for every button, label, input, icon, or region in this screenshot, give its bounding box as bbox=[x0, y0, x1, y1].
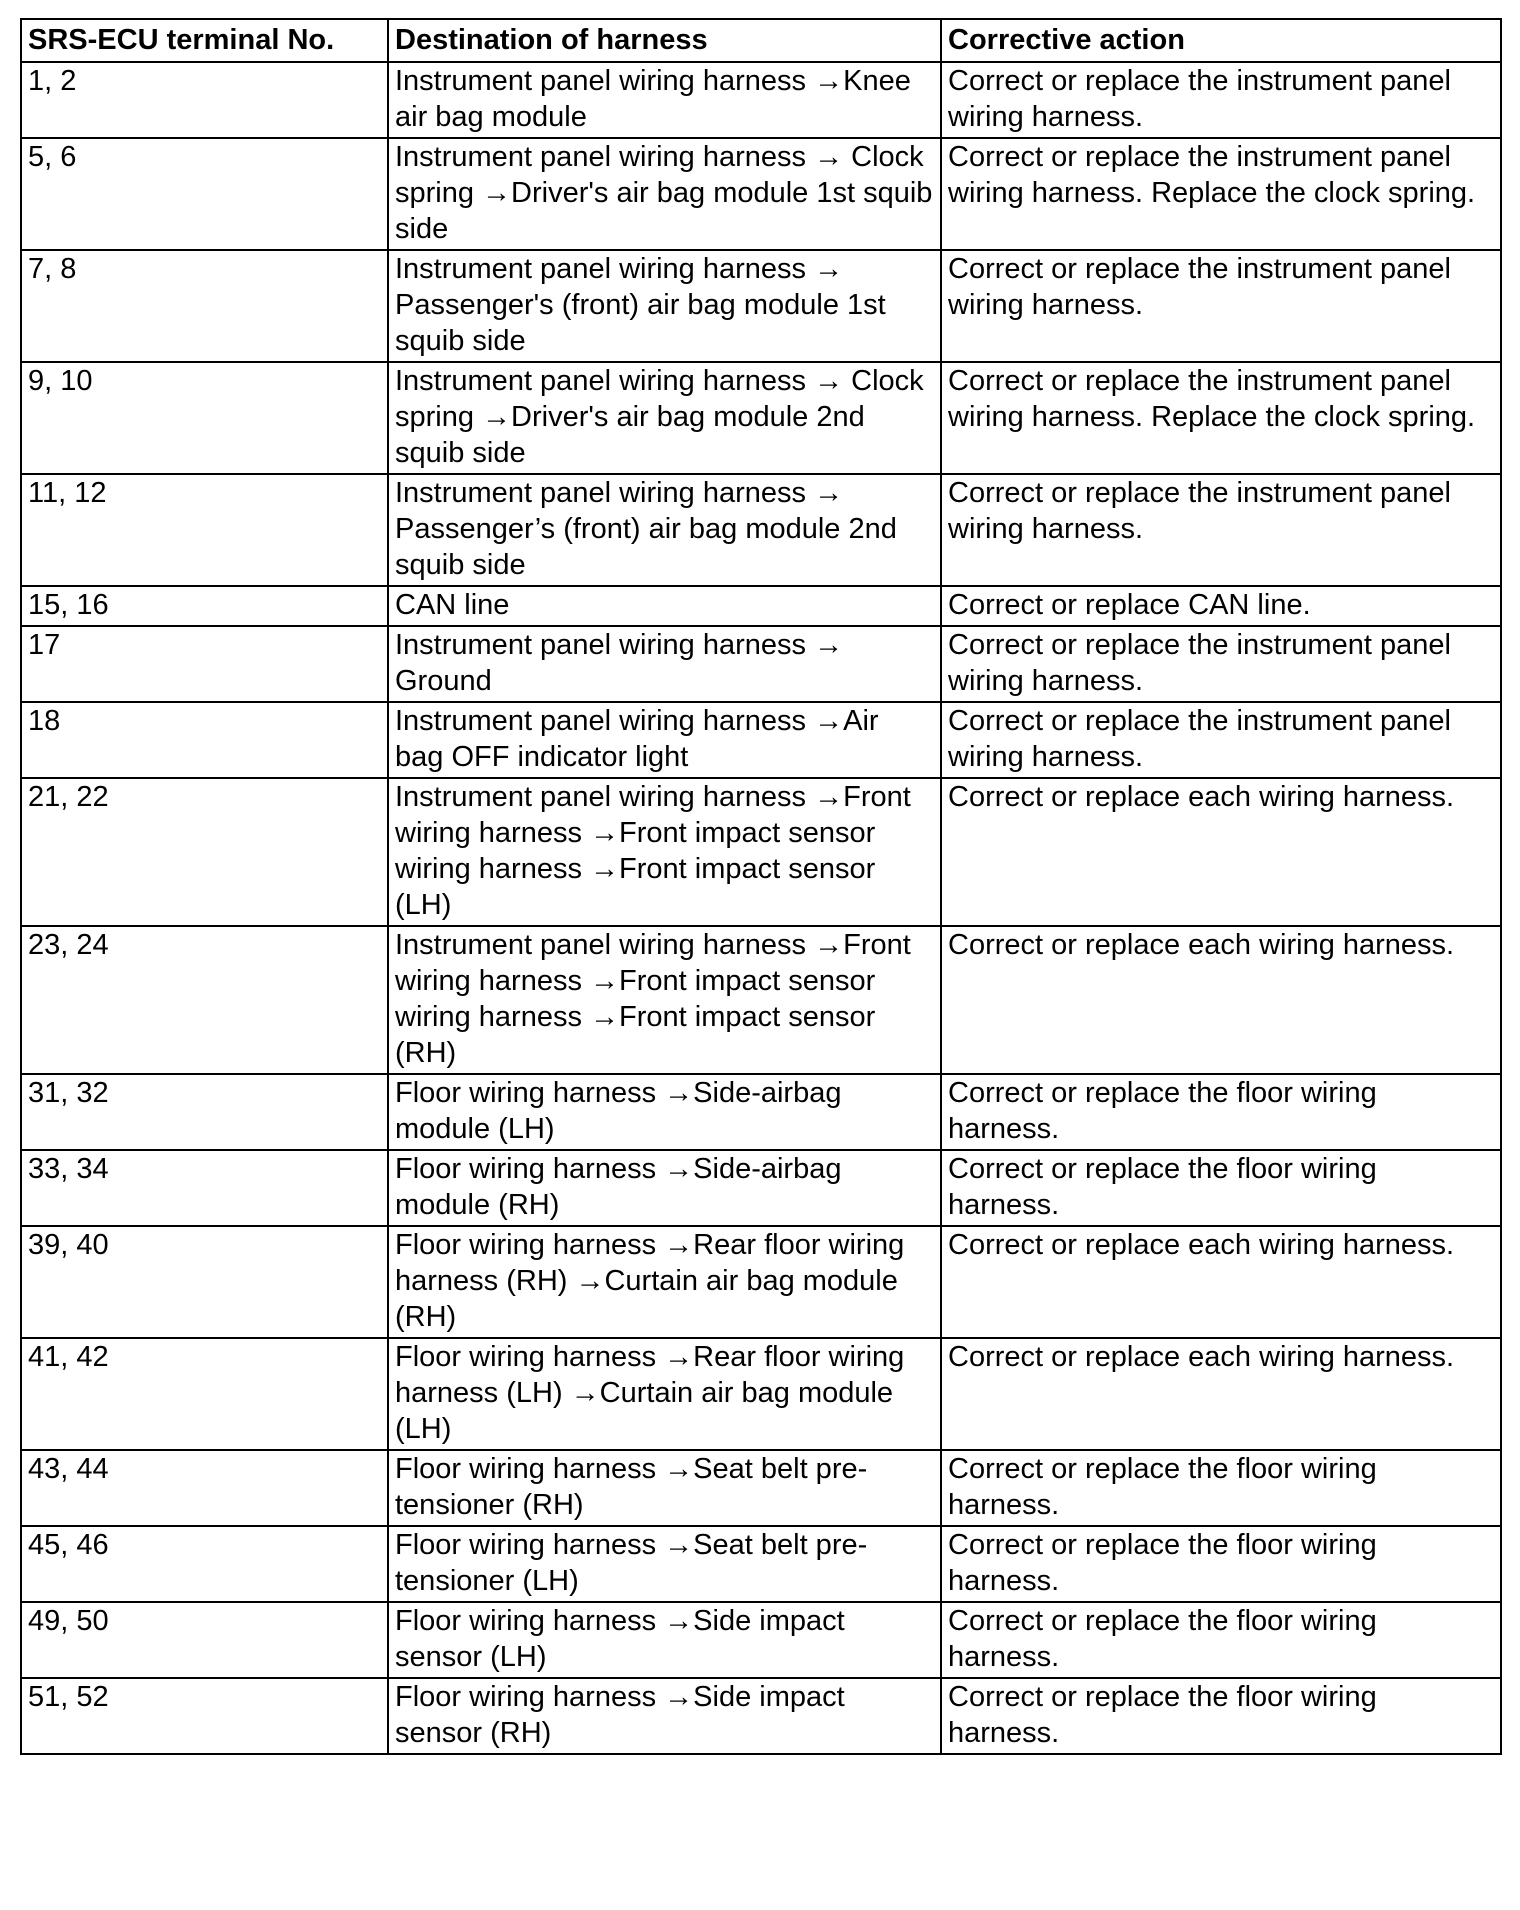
corrective-action-cell: Correct or replace the floor wiring harness. bbox=[941, 1678, 1501, 1754]
corrective-action-cell: Correct or replace the instrument panel wiring harness. bbox=[941, 62, 1501, 138]
table-row bbox=[21, 1074, 1501, 1150]
corrective-action-cell: Correct or replace the instrument panel wiring harness. bbox=[941, 626, 1501, 702]
destination-cell: Floor wiring harness →Seat belt pre-tensioner (RH) bbox=[388, 1450, 941, 1526]
destination-cell: Instrument panel wiring harness →Front wiring harness →Front impact sensor wiring harness →Front impact sensor (LH) bbox=[388, 778, 941, 926]
table-row bbox=[21, 778, 1501, 926]
destination-cell: Floor wiring harness →Rear floor wiring harness (RH) →Curtain air bag module (RH) bbox=[388, 1226, 941, 1338]
destination-cell: Floor wiring harness →Side impact sensor (RH) bbox=[388, 1678, 941, 1754]
terminal-cell: 23, 24 bbox=[21, 926, 388, 1074]
corrective-action-cell: Correct or replace the instrument panel wiring harness. bbox=[941, 474, 1501, 586]
table-row bbox=[21, 926, 1501, 1074]
corrective-action-cell: Correct or replace each wiring harness. bbox=[941, 778, 1501, 926]
table-header bbox=[21, 19, 1501, 62]
table-row bbox=[21, 1226, 1501, 1338]
destination-cell: Floor wiring harness →Rear floor wiring harness (LH) →Curtain air bag module (LH) bbox=[388, 1338, 941, 1450]
table-row bbox=[21, 702, 1501, 778]
corrective-action-cell: Correct or replace the floor wiring harness. bbox=[941, 1074, 1501, 1150]
corrective-action-cell: Correct or replace the instrument panel wiring harness. Replace the clock spring. bbox=[941, 362, 1501, 474]
terminal-cell: 9, 10 bbox=[21, 362, 388, 474]
terminal-cell: 51, 52 bbox=[21, 1678, 388, 1754]
table-row bbox=[21, 62, 1501, 138]
destination-cell: Instrument panel wiring harness → Passenger's (front) air bag module 1st squib side bbox=[388, 250, 941, 362]
table-row bbox=[21, 362, 1501, 474]
destination-cell: Instrument panel wiring harness →Air bag OFF indicator light bbox=[388, 702, 941, 778]
header-corrective-action: Corrective action bbox=[941, 19, 1501, 62]
corrective-action-cell: Correct or replace the instrument panel wiring harness. bbox=[941, 250, 1501, 362]
terminal-cell: 11, 12 bbox=[21, 474, 388, 586]
corrective-action-cell: Correct or replace the floor wiring harness. bbox=[941, 1150, 1501, 1226]
destination-cell: Floor wiring harness →Side-airbag module (LH) bbox=[388, 1074, 941, 1150]
terminal-cell: 33, 34 bbox=[21, 1150, 388, 1226]
corrective-action-cell: Correct or replace the instrument panel wiring harness. bbox=[941, 702, 1501, 778]
destination-cell: Instrument panel wiring harness →Knee air bag module bbox=[388, 62, 941, 138]
corrective-action-cell: Correct or replace the instrument panel wiring harness. Replace the clock spring. bbox=[941, 138, 1501, 250]
destination-cell: Floor wiring harness →Side-airbag module (RH) bbox=[388, 1150, 941, 1226]
table-row bbox=[21, 250, 1501, 362]
terminal-cell: 17 bbox=[21, 626, 388, 702]
table-row bbox=[21, 626, 1501, 702]
terminal-cell: 18 bbox=[21, 702, 388, 778]
table-row bbox=[21, 1450, 1501, 1526]
terminal-cell: 45, 46 bbox=[21, 1526, 388, 1602]
table-row bbox=[21, 1338, 1501, 1450]
table-row bbox=[21, 586, 1501, 626]
destination-cell: Floor wiring harness →Seat belt pre-tensioner (LH) bbox=[388, 1526, 941, 1602]
terminal-cell: 41, 42 bbox=[21, 1338, 388, 1450]
header-row bbox=[21, 19, 1501, 62]
corrective-action-cell: Correct or replace the floor wiring harness. bbox=[941, 1526, 1501, 1602]
header-destination: Destination of harness bbox=[388, 19, 941, 62]
corrective-action-cell: Correct or replace CAN line. bbox=[941, 586, 1501, 626]
destination-cell: Instrument panel wiring harness → Clock spring →Driver's air bag module 2nd squib side bbox=[388, 362, 941, 474]
table-row bbox=[21, 1602, 1501, 1678]
destination-cell: Instrument panel wiring harness → Clock spring →Driver's air bag module 1st squib side bbox=[388, 138, 941, 250]
table-row bbox=[21, 138, 1501, 250]
corrective-action-cell: Correct or replace the floor wiring harness. bbox=[941, 1450, 1501, 1526]
table-row bbox=[21, 474, 1501, 586]
terminal-cell: 7, 8 bbox=[21, 250, 388, 362]
terminal-cell: 43, 44 bbox=[21, 1450, 388, 1526]
srs-harness-table bbox=[20, 18, 1502, 1755]
terminal-cell: 49, 50 bbox=[21, 1602, 388, 1678]
destination-cell: Floor wiring harness →Side impact sensor (LH) bbox=[388, 1602, 941, 1678]
table-row bbox=[21, 1526, 1501, 1602]
corrective-action-cell: Correct or replace each wiring harness. bbox=[941, 926, 1501, 1074]
table-row bbox=[21, 1678, 1501, 1754]
terminal-cell: 15, 16 bbox=[21, 586, 388, 626]
terminal-cell: 31, 32 bbox=[21, 1074, 388, 1150]
terminal-cell: 5, 6 bbox=[21, 138, 388, 250]
destination-cell: CAN line bbox=[388, 586, 941, 626]
destination-cell: Instrument panel wiring harness →Front wiring harness →Front impact sensor wiring harness →Front impact sensor (RH) bbox=[388, 926, 941, 1074]
corrective-action-cell: Correct or replace the floor wiring harness. bbox=[941, 1602, 1501, 1678]
corrective-action-cell: Correct or replace each wiring harness. bbox=[941, 1338, 1501, 1450]
table-row bbox=[21, 1150, 1501, 1226]
terminal-cell: 1, 2 bbox=[21, 62, 388, 138]
table-body bbox=[21, 62, 1501, 1754]
terminal-cell: 21, 22 bbox=[21, 778, 388, 926]
header-terminal: SRS-ECU terminal No. bbox=[21, 19, 388, 62]
destination-cell: Instrument panel wiring harness → Passenger’s (front) air bag module 2nd squib side bbox=[388, 474, 941, 586]
document-page bbox=[20, 18, 1500, 1755]
destination-cell: Instrument panel wiring harness → Ground bbox=[388, 626, 941, 702]
terminal-cell: 39, 40 bbox=[21, 1226, 388, 1338]
corrective-action-cell: Correct or replace each wiring harness. bbox=[941, 1226, 1501, 1338]
